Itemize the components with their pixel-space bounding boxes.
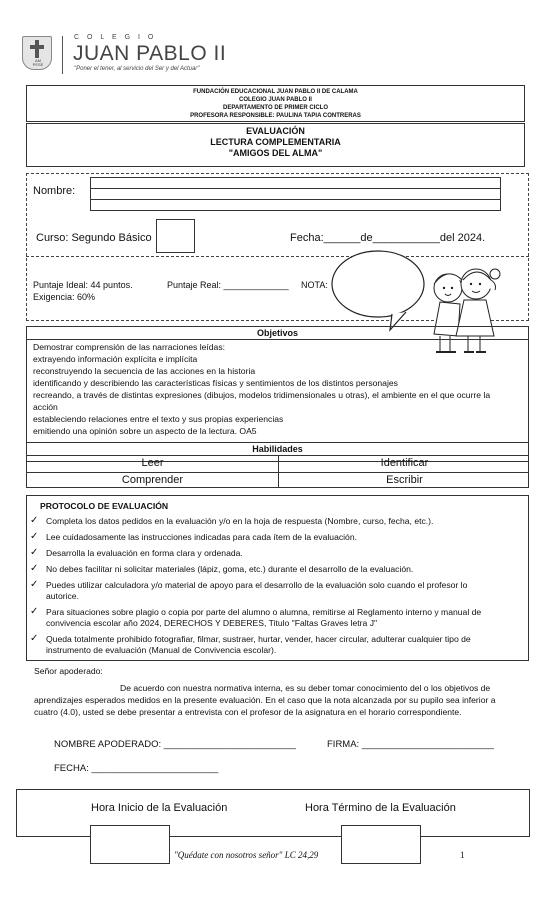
parent-date-field[interactable]: FECHA: ________________________ (54, 763, 219, 774)
institution-line: PROFESORA RESPONSIBLE: PAULINA TAPIA CONTRERAS (190, 113, 361, 119)
demand-percent: Exigencia: 60% (33, 292, 96, 302)
logo-motto: "Poner el tener, al servicio del Ser y del Actuar" (74, 66, 200, 72)
protocol-text: No debes facilitar ni solicitar materiales (lápiz, goma, etc.) durante el desarrollo de la evaluación. (46, 564, 414, 574)
protocol-item (30, 579, 524, 602)
grade-label: NOTA: (301, 280, 328, 290)
name-field-line (91, 188, 500, 189)
course-label: Curso: Segundo Básico (36, 232, 152, 244)
start-time-label: Hora Inicio de la Evaluación (91, 802, 228, 814)
objectives-heading: Objetivos (256, 328, 298, 338)
logo-colegio: C O L E G I O (74, 34, 157, 41)
title-line: LECTURA COMPLEMENTARIA (210, 137, 341, 147)
objective-line: acción (33, 402, 58, 412)
skills-table (26, 442, 529, 488)
parent-paragraph-line: aprendizajes esperados medidos en la presente evaluación. En el caso que la nota alcanzada por su pupilo sea inferior a (34, 695, 496, 705)
skill-cell: Comprender (121, 474, 184, 486)
objective-line: emitiendo una opinión sobre un aspecto de la lectura. OA5 (33, 426, 257, 436)
name-field-line (91, 199, 500, 200)
course-letter-box[interactable] (156, 219, 195, 253)
checkmark-icon: ✓ (30, 606, 39, 617)
objective-line: recreando, a través de distintas expresiones (dibujos, modelos tridimensionales u otras), el ambiente en el que ocurre la (33, 390, 491, 400)
institution-header (26, 85, 525, 122)
protocol-heading: PROTOCOLO DE EVALUACIÓN (40, 501, 169, 511)
institution-line: DEPARTAMENTO DE PRIMER CICLO (222, 105, 328, 111)
logo-divider (62, 36, 63, 74)
speech-bubble-icon (332, 251, 424, 317)
parent-name-field[interactable]: NOMBRE APODERADO: _________________________ (54, 739, 296, 750)
protocol-text: Queda totalmente prohibido fotografiar, filmar, sustraer, hurtar, vender, hacer circular, adulterar cualquier tipo de (46, 634, 471, 644)
title-line: EVALUACIÓN (246, 126, 305, 136)
protocol-item (30, 563, 524, 575)
protocol-item (30, 547, 524, 559)
parent-paragraph (34, 682, 524, 718)
objectives-heading-box (26, 326, 529, 340)
skills-row-divider (27, 472, 528, 473)
ideal-score: Puntaje Ideal: 44 puntos. (33, 280, 133, 290)
protocol-item (30, 606, 524, 629)
protocol-text: convivencia escolar año 2024, DERECHOS Y DEBERES, Titulo "Faltas Graves letra J" (46, 618, 378, 628)
protocol-text: autorice. (46, 591, 79, 601)
start-time-field[interactable] (90, 825, 170, 864)
skill-cell: Identificar (380, 457, 429, 469)
logo-school-name: JUAN PABLO II (73, 42, 227, 65)
checkmark-icon: ✓ (30, 531, 39, 542)
protocol-item (30, 531, 524, 543)
checkmark-icon: ✓ (30, 563, 39, 574)
protocol-text: Desarrolla la evaluación en forma clara y ordenada. (46, 548, 243, 558)
evaluation-title (26, 123, 525, 167)
page-number: 1 (460, 850, 465, 860)
date-label: Fecha:______de___________del 2024. (290, 232, 486, 244)
protocol-text: Lee cuidadosamente las instrucciones indicadas para cada ítem de la evaluación. (46, 532, 357, 542)
skill-cell: Escribir (386, 474, 423, 486)
protocol-text: Completa los datos pedidos en la evaluación y/o en la hoja de respuesta (Nombre, curso, fecha, etc.). (46, 516, 434, 526)
end-time-label: Hora Término de la Evaluación (305, 802, 456, 814)
real-score: Puntaje Real: _____________ (167, 280, 289, 290)
checkmark-icon: ✓ (30, 579, 39, 590)
protocol-text: Puedes utilizar calculadora y/o material de apoyo para el desarrollo de la evaluación solo cuando el profesor lo (46, 580, 468, 590)
parent-signature-field[interactable]: FIRMA: _________________________ (327, 739, 494, 750)
end-time-field[interactable] (341, 825, 421, 864)
school-crest-icon: AM PESE (22, 36, 52, 70)
parent-paragraph-line: De acuerdo con nuestra normativa interna, es su deber tomar conocimiento del o los objetivos de (120, 683, 491, 693)
objective-line: extrayendo información explícita e implícita (33, 354, 198, 364)
checkmark-icon: ✓ (30, 515, 39, 526)
checkmark-icon: ✓ (30, 633, 39, 644)
name-field[interactable] (90, 177, 501, 211)
institution-line: FUNDACIÓN EDUCACIONAL JUAN PABLO II DE CALAMA (193, 89, 358, 95)
name-label: Nombre: (33, 185, 76, 197)
protocol-text: instrumento de evaluación (Manual de Convivencia escolar). (46, 645, 277, 655)
protocol-item (30, 515, 524, 527)
objectives-list (27, 340, 528, 438)
parent-salutation: Señor apoderado: (34, 666, 103, 676)
skill-cell: Leer (141, 457, 164, 469)
institution-line: COLEGIO JUAN PABLO II (239, 97, 312, 103)
footer-quote: "Quédate con nosotros señor" LC 24,29 (174, 850, 319, 860)
objective-line: estableciendo relaciones entre el texto y sus propias experiencias (33, 414, 284, 424)
objective-line: identificando y describiendo las características físicas y sentimientos de los distintos personajes (33, 378, 398, 388)
checkmark-icon: ✓ (30, 547, 39, 558)
protocol-text: Para situaciones sobre plagio o copia por parte del alumno o alumna, remitirse al Reglamento interno y manual de (46, 607, 482, 617)
title-line: "AMIGOS DEL ALMA" (228, 148, 323, 158)
parent-paragraph-line: cuatro (4.0), usted se debe presentar a entrevista con el profesor de la asignatura en el horario correspondiente. (34, 707, 462, 717)
skills-heading: Habilidades (27, 443, 528, 456)
objective-line: reconstruyendo la secuencia de las acciones en la historia (33, 366, 256, 376)
protocol-item (30, 633, 524, 656)
objective-line: Demostrar comprensión de las narraciones leídas: (33, 342, 226, 352)
